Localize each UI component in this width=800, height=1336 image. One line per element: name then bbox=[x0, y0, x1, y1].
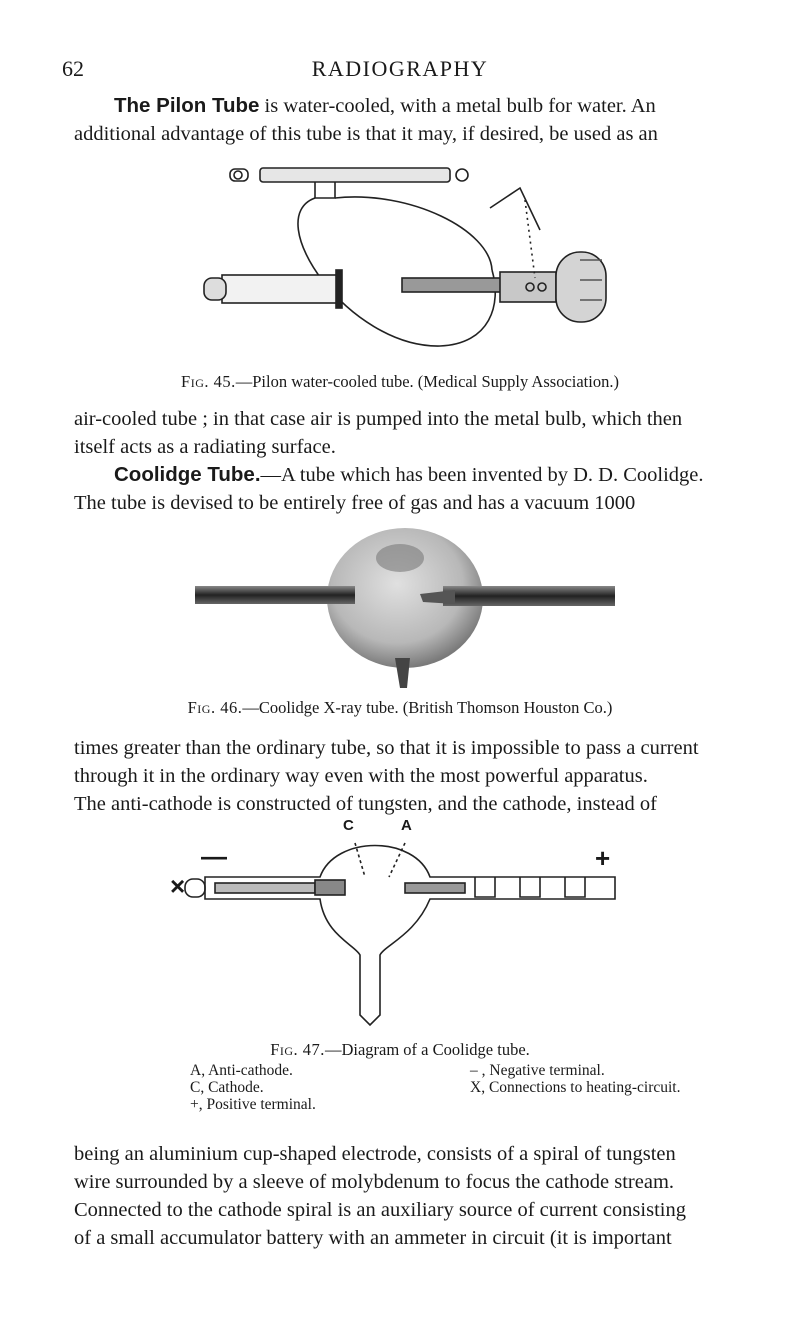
text-line: times greater than the ordinary tube, so that it is impossible to pass a current bbox=[74, 737, 699, 759]
figure-credit: (Medical Supply Association.) bbox=[417, 372, 619, 391]
text-line: Coolidge Tube.—A tube which has been invented by D. D. Coolidge. bbox=[114, 463, 704, 486]
text-line: through it in the ordinary way even with the most powerful apparatus. bbox=[74, 765, 648, 787]
run-in-heading: The Pilon Tube bbox=[114, 94, 260, 117]
paragraph-air-cooled bbox=[74, 405, 740, 461]
page-number: 62 bbox=[62, 56, 84, 81]
paragraph-vacuum bbox=[74, 734, 740, 818]
legend-item: +, Positive terminal. bbox=[190, 1096, 316, 1113]
text-line: The tube is devised to be entirely free of gas and has a vacuum 1000 bbox=[74, 492, 636, 514]
text-line: Connected to the cathode spiral is an auxiliary source of current consisting bbox=[74, 1199, 686, 1221]
caption-text: —Coolidge X-ray tube. bbox=[242, 698, 399, 717]
figure-label: Fig. 47. bbox=[270, 1040, 325, 1059]
cathode-label: C bbox=[343, 817, 354, 834]
figure-credit: (British Thomson Houston Co.) bbox=[402, 698, 613, 717]
paragraph-pilon bbox=[74, 92, 740, 148]
text-line: The anti-cathode is constructed of tungsten, and the cathode, instead of bbox=[74, 793, 657, 815]
coolidge-tube-photograph bbox=[195, 528, 615, 693]
figure-caption-46 bbox=[0, 698, 800, 718]
legend-item: – , Negative terminal. bbox=[470, 1062, 605, 1079]
running-head: RADIOGRAPHY bbox=[311, 56, 489, 81]
figure-label: Fig. 46. bbox=[187, 698, 243, 717]
figure-legend-left bbox=[190, 1062, 316, 1113]
anticathode-label: A bbox=[401, 817, 412, 834]
legend-item: C, Cathode. bbox=[190, 1079, 264, 1096]
paragraph-coolidge bbox=[74, 461, 740, 517]
figure-legend-right bbox=[470, 1062, 681, 1096]
figure-pilon-tube bbox=[190, 160, 630, 365]
pilon-tube-illustration bbox=[190, 160, 630, 365]
text-line: wire surrounded by a sleeve of molybdenum to focus the cathode stream. bbox=[74, 1171, 675, 1193]
connections-label: × bbox=[170, 871, 186, 901]
text-line: being an aluminium cup-shaped electrode, consists of a spiral of tungsten bbox=[74, 1143, 676, 1165]
caption-text: —Pilon water-cooled tube. bbox=[235, 372, 414, 391]
run-in-heading: Coolidge Tube. bbox=[114, 463, 261, 486]
figure-caption-45 bbox=[0, 372, 800, 392]
legend-item: A, Anti-cathode. bbox=[190, 1062, 293, 1079]
text-line: additional advantage of this tube is that it may, if desired, be used as an bbox=[74, 123, 658, 145]
legend-item: X, Connections to heating-circuit. bbox=[470, 1079, 681, 1096]
figure-caption-47 bbox=[0, 1040, 800, 1060]
paragraph-cathode bbox=[74, 1140, 740, 1252]
positive-terminal-label: + bbox=[595, 843, 611, 873]
text-line: itself acts as a radiating surface. bbox=[74, 436, 336, 458]
figure-coolidge-diagram bbox=[170, 817, 625, 1035]
text-line: The Pilon Tube is water-cooled, with a metal bulb for water. An bbox=[114, 94, 656, 117]
figure-label: Fig. 45. bbox=[181, 372, 236, 391]
text-line: of a small accumulator battery with an ammeter in circuit (it is important bbox=[74, 1227, 672, 1249]
coolidge-tube-diagram bbox=[175, 825, 625, 1035]
figure-coolidge-photo bbox=[195, 528, 615, 693]
text-line: air-cooled tube ; in that case air is pumped into the metal bulb, which then bbox=[74, 408, 683, 430]
caption-text: —Diagram of a Coolidge tube. bbox=[324, 1040, 530, 1059]
negative-terminal-label: — bbox=[201, 841, 227, 871]
